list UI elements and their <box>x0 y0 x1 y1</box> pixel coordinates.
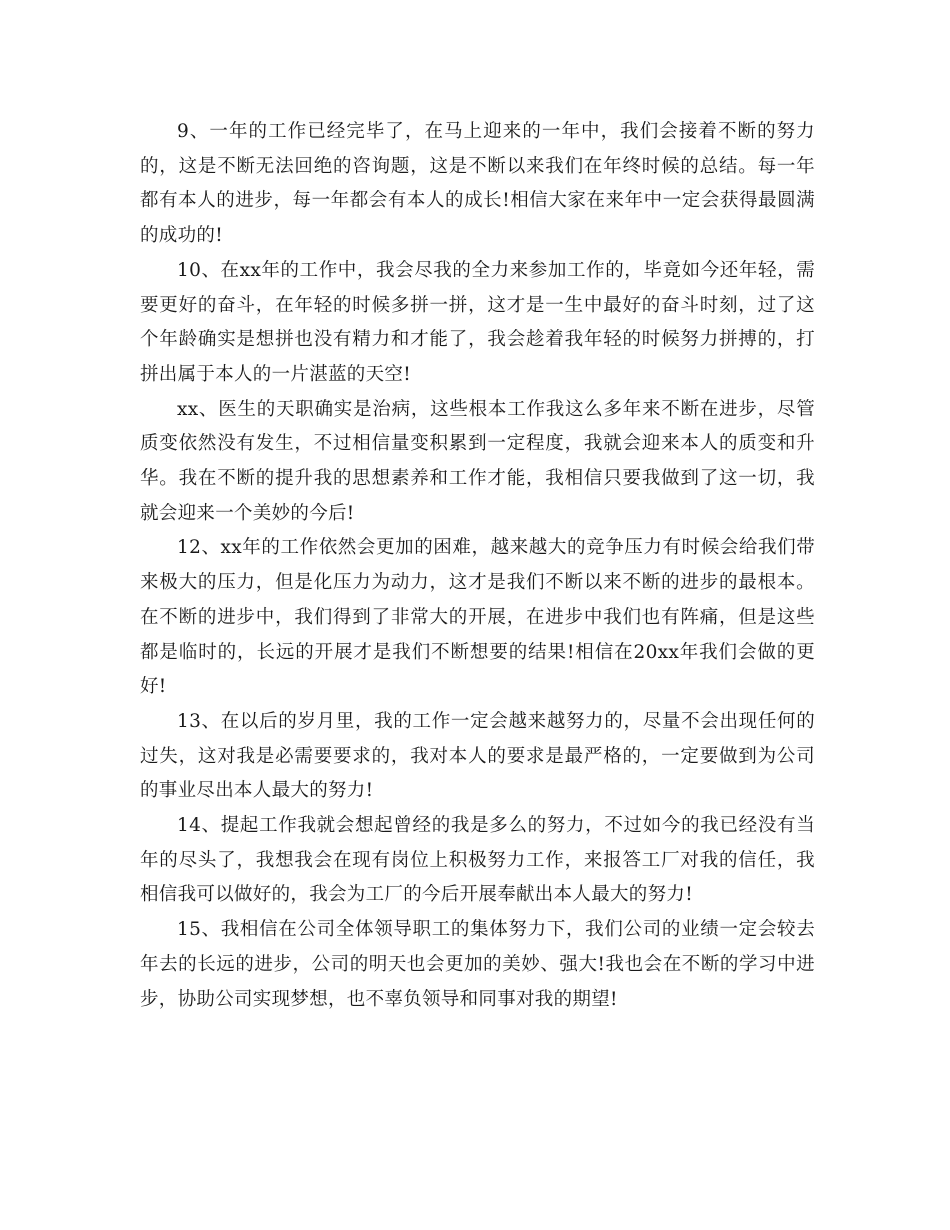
paragraph-12: 12、xx年的工作依然会更加的困难，越来越大的竞争压力有时候会给我们带来极大的压力，但是化压力为动力，这才是我们不断以来不断的进步的最根本。在不断的进步中，我们得到了非常大的开展，在进步中我们也有阵痛，但是这些都是临时的，长远的开展才是我们不断想要的结果!相信在20xx年我们会做的更好! <box>140 537 815 698</box>
document-body <box>140 115 815 1017</box>
paragraph-11: xx、医生的天职确实是治病，这些根本工作我这么多年来不断在进步，尽管质变依然没有发生，不过相信量变积累到一定程度，我就会迎来本人的质变和升华。我在不断的提升我的思想素养和工作才能，我相信只要我做到了这一切，我就会迎来一个美妙的今后! <box>140 398 815 524</box>
paragraph-10: 10、在xx年的工作中，我会尽我的全力来参加工作的，毕竟如今还年轻，需要更好的奋斗，在年轻的时候多拼一拼，这才是一生中最好的奋斗时刻，过了这个年龄确实是想拼也没有精力和才能了，我会趁着我年轻的时候努力拼搏的，打拼出属于本人的一片湛蓝的天空! <box>140 259 815 385</box>
paragraph-13: 13、在以后的岁月里，我的工作一定会越来越努力的，尽量不会出现任何的过失，这对我是必需要要求的，我对本人的要求是最严格的，一定要做到为公司的事业尽出本人最大的努力! <box>140 710 815 802</box>
paragraph-14: 14、提起工作我就会想起曾经的我是多么的努力，不过如今的我已经没有当年的尽头了，我想我会在现有岗位上积极努力工作，来报答工厂对我的信任，我相信我可以做好的，我会为工厂的今后开展奉献出本人最大的努力! <box>140 815 815 906</box>
paragraph-9: 9、一年的工作已经完毕了，在马上迎来的一年中，我们会接着不断的努力的，这是不断无法回绝的咨询题，这是不断以来我们在年终时候的总结。每一年都有本人的进步，每一年都会有本人的成长!相信大家在来年中一定会获得最圆满的成功的! <box>140 121 815 247</box>
paragraph-15: 15、我相信在公司全体领导职工的集体努力下，我们公司的业绩一定会较去年去的长远的进步，公司的明天也会更加的美妙、强大!我也会在不断的学习中进步，协助公司实现梦想，也不辜负领导和同事对我的期望! <box>140 919 815 1010</box>
